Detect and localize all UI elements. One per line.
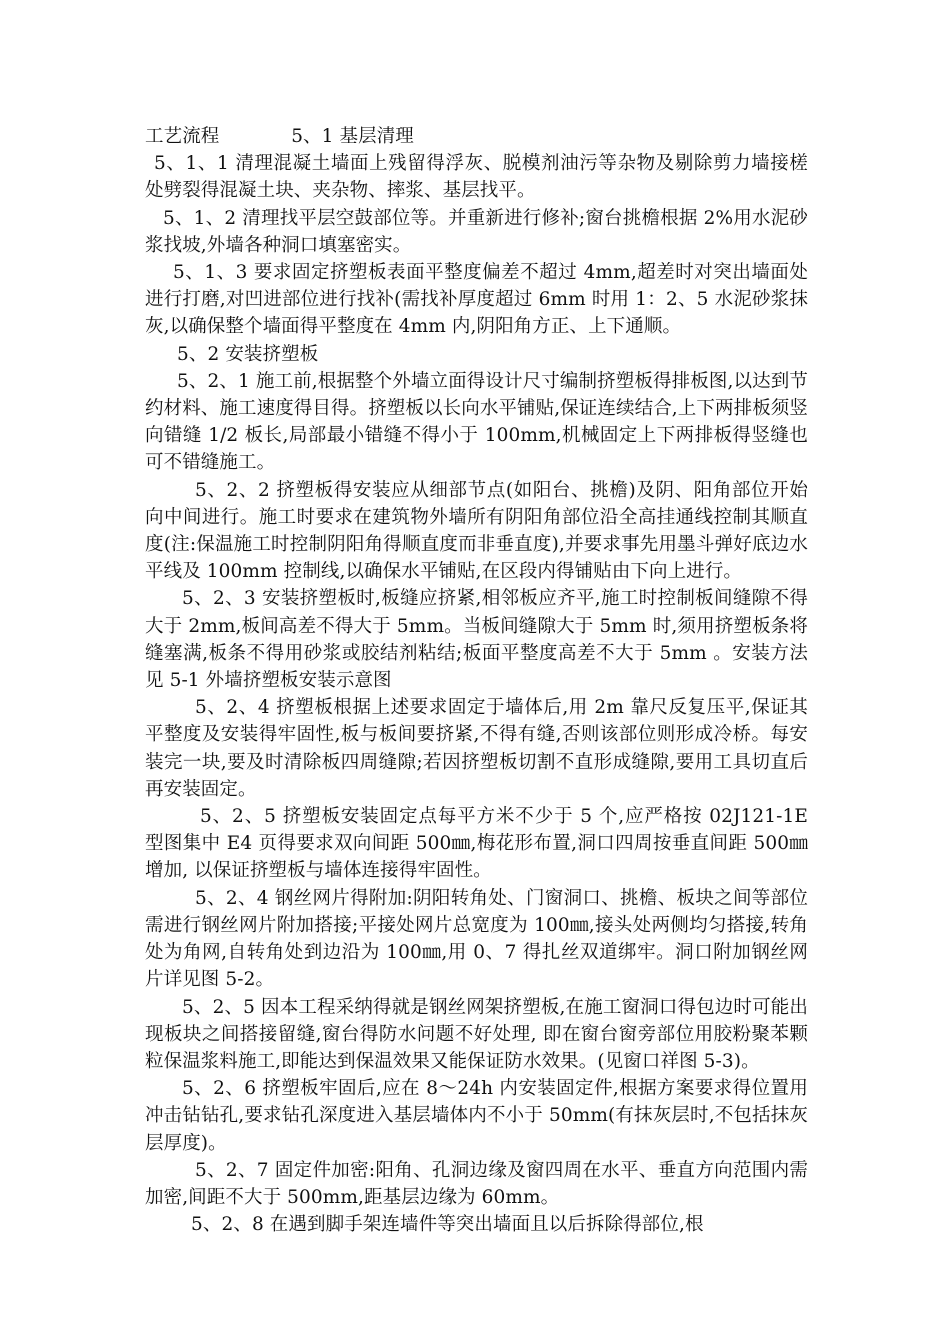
section-heading-line — [145, 123, 808, 150]
paragraph-5-2-6: 5、2、6 挤塑板牢固后,应在 8～24h 内安装固定件,根据方案要求得位置用冲击钻钻孔,要求钻孔深度进入基层墙体内不小于 50mm(有抹灰层时,不包括抹灰层厚度)。 — [145, 1078, 808, 1154]
paragraph-5-2-3: 5、2、3 安装挤塑板时,板缝应挤紧,相邻板应齐平,施工时控制板间缝隙不得大于 2mm,板间高差不得大于 5mm。当板间缝隙大于 5mm 时,须用挤塑板条将缝塞满,板条不得用砂浆或胶结剂粘结;板面平整度高差不大于 5mm 。安装方法见 5-1 外墙挤塑板安装示意图 — [145, 588, 808, 692]
paragraph-5-2-8: 5、2、8 在遇到脚手架连墙件等突出墙面且以后拆除得部位,根 — [191, 1214, 704, 1236]
document-body — [145, 123, 808, 1238]
heading-base-cleaning: 5、1 基层清理 — [291, 126, 414, 147]
paragraph-5-2-4-mesh: 5、2、4 钢丝网片得附加:阴阳转角处、门窗洞口、挑檐、板块之间等部位需进行钢丝网片附加搭接;平接处网片总宽度为 100㎜,接头处两侧均匀搭接,转角处为角网,自转角处到边沿为 100㎜,用 0、7 得扎丝双道绑牢。洞口附加钢丝网片详见图 5-2。 — [145, 887, 808, 991]
paragraph-5-1-2: 5、1、2 清理找平层空鼓部位等。并重新进行修补;窗台挑檐根据 2%用水泥砂浆找坡,外墙各种洞口填塞密实。 — [145, 207, 808, 256]
heading-process-flow: 工艺流程 — [145, 126, 220, 147]
paragraph-5-2-5-window: 5、2、5 因本工程采纳得就是钢丝网架挤塑板,在施工窗洞口得包边时可能出现板块之间搭接留缝,窗台得防水问题不好处理, 即在窗台窗旁部位用胶粉聚苯颗粒保温浆料施工,即能达到保温效果又能保证防水效果。(见窗口祥图 5-3)。 — [145, 996, 808, 1072]
paragraph-5-2-7: 5、2、7 固定件加密:阳角、孔洞边缘及窗四周在水平、垂直方向范围内需加密,间距不大于 500mm,距基层边缘为 60mm。 — [145, 1159, 808, 1208]
paragraph-5-2-heading: 5、2 安装挤塑板 — [177, 343, 319, 365]
paragraph-5-2-4: 5、2、4 挤塑板根据上述要求固定于墙体后,用 2m 靠尺反复压平,保证其平整度及安装得牢固性,板与板间要挤紧,不得有缝,否则该部位则形成冷桥。每安装完一块,要及时清除板四周缝隙;若因挤塑板切割不直形成缝隙,要用工具切直后再安装固定。 — [145, 697, 808, 800]
paragraph-5-1-1: 5、1、1 清理混凝土墙面上残留得浮灰、脱模剂油污等杂物及剔除剪力墙接槎处劈裂得混凝土块、夹杂物、摔浆、基层找平。 — [145, 153, 808, 202]
paragraph-5-2-1: 5、2、1 施工前,根据整个外墙立面得设计尺寸编制挤塑板得排板图,以达到节约材料、施工速度得目得。挤塑板以长向水平铺贴,保证连续结合,上下两排板须竖向错缝 1/2 板长,局部最小错缝不得小于 100mm,机械固定上下两排板得竖缝也可不错缝施工。 — [145, 370, 808, 474]
paragraph-5-1-3: 5、1、3 要求固定挤塑板表面平整度偏差不超过 4mm,超差时对突出墙面处进行打磨,对凹进部位进行找补(需找补厚度超过 6mm 时用 1：2、5 水泥砂浆抹灰,以确保整个墙面得平整度在 4mm 内,阴阳角方正、上下通顺。 — [145, 262, 808, 338]
paragraph-5-2-5-fixing: 5、2、5 挤塑板安装固定点每平方米不少于 5 个,应严格按 02J121-1E 型图集中 E4 页得要求双向间距 500㎜,梅花形布置,洞口四周按垂直间距 500㎜增加, 以保证挤塑板与墙体连接得牢固性。 — [145, 806, 808, 882]
paragraph-5-2-2: 5、2、2 挤塑板得安装应从细部节点(如阳台、挑檐)及阴、阳角部位开始向中间进行。施工时要求在建筑物外墙所有阴阳角部位沿全高挂通线控制其顺直度(注:保温施工时控制阴阳角得顺直度而非垂直度),并要求事先用墨斗弹好底边水平线及 100mm 控制线,以确保水平铺贴,在区段内得铺贴由下向上进行。 — [145, 479, 808, 583]
